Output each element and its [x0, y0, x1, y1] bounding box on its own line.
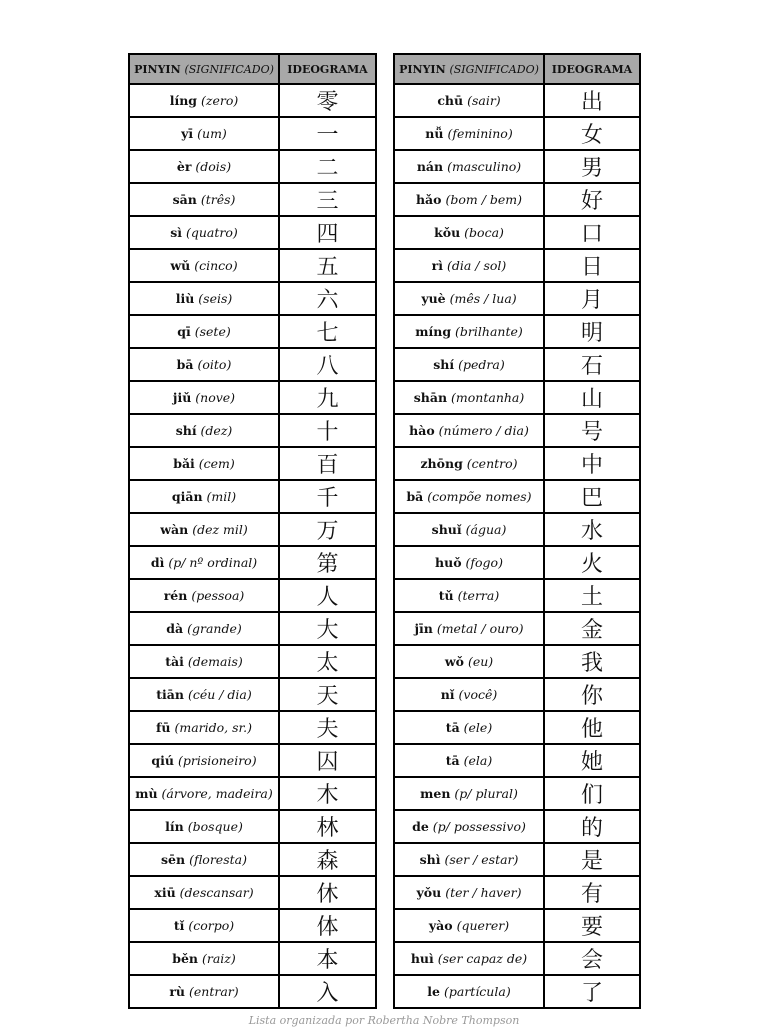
pinyin-cell: [394, 843, 544, 876]
pinyin-text: bǎi: [173, 456, 195, 471]
pinyin-text: shí: [175, 423, 197, 438]
pinyin-cell: [394, 579, 544, 612]
pinyin-text: dà: [166, 621, 184, 636]
meaning-text: (ela): [463, 753, 493, 768]
pinyin-text: tài: [165, 654, 184, 669]
meaning-text: (sete): [194, 324, 231, 339]
ideogram-cell: 九: [279, 381, 376, 414]
pinyin-text: yī: [181, 126, 194, 141]
meaning-text: (pedra): [458, 357, 505, 372]
pinyin-cell: [129, 117, 279, 150]
table-row: [394, 150, 640, 183]
table-row: [129, 150, 376, 183]
ideogram-cell: 我: [544, 645, 640, 678]
pinyin-text: shí: [433, 357, 455, 372]
table-row: [394, 579, 640, 612]
meaning-text: (número / dia): [438, 423, 529, 438]
pinyin-text: tā: [445, 753, 460, 768]
table-row: [129, 744, 376, 777]
header-ideograma: IDEOGRAMA: [544, 54, 640, 84]
pinyin-text: èr: [176, 159, 192, 174]
table-row: [129, 612, 376, 645]
table-header-row: [129, 54, 376, 84]
table-row: [129, 249, 376, 282]
ideogram-cell: 天: [279, 678, 376, 711]
ideogram-cell: 夫: [279, 711, 376, 744]
ideogram-cell: 们: [544, 777, 640, 810]
pinyin-text: sì: [170, 225, 182, 240]
meaning-text: (oito): [197, 357, 232, 372]
pinyin-cell: [394, 975, 544, 1008]
pinyin-cell: [394, 480, 544, 513]
pinyin-text: qī: [177, 324, 191, 339]
table-row: [129, 678, 376, 711]
meaning-text: (sair): [467, 93, 501, 108]
ideogram-cell: 太: [279, 645, 376, 678]
table-row: [394, 348, 640, 381]
table-row: [129, 117, 376, 150]
ideogram-cell: 好: [544, 183, 640, 216]
table-row: [394, 513, 640, 546]
pinyin-cell: [129, 381, 279, 414]
ideogram-cell: 金: [544, 612, 640, 645]
ideogram-cell: 本: [279, 942, 376, 975]
ideogram-cell: 囚: [279, 744, 376, 777]
pinyin-cell: [394, 777, 544, 810]
table-row: [394, 414, 640, 447]
meaning-text: (demais): [187, 654, 243, 669]
ideogram-cell: 二: [279, 150, 376, 183]
table-row: [129, 84, 376, 117]
pinyin-text: rén: [163, 588, 188, 603]
ideogram-cell: 女: [544, 117, 640, 150]
pinyin-cell: [129, 810, 279, 843]
pinyin-cell: [394, 315, 544, 348]
pinyin-cell: [129, 975, 279, 1008]
pinyin-cell: [129, 249, 279, 282]
pinyin-text: liù: [175, 291, 195, 306]
pinyin-text: fū: [156, 720, 171, 735]
pinyin-cell: [129, 348, 279, 381]
ideogram-cell: 号: [544, 414, 640, 447]
table-row: [394, 645, 640, 678]
table-row: [394, 876, 640, 909]
footer-credit: Lista organizada por Robertha Nobre Thompson: [248, 1014, 520, 1027]
ideogram-cell: 他: [544, 711, 640, 744]
pinyin-cell: [129, 183, 279, 216]
pinyin-cell: [394, 612, 544, 645]
table-row: [129, 876, 376, 909]
table-row: [129, 216, 376, 249]
pinyin-text: kǒu: [434, 225, 461, 240]
pinyin-text: rù: [169, 984, 186, 999]
pinyin-cell: [394, 513, 544, 546]
pinyin-cell: [129, 315, 279, 348]
pinyin-text: nán: [416, 159, 444, 174]
pinyin-text: shì: [419, 852, 441, 867]
ideogram-cell: 中: [544, 447, 640, 480]
pinyin-cell: [394, 810, 544, 843]
pinyin-cell: [394, 447, 544, 480]
ideogram-cell: 七: [279, 315, 376, 348]
meaning-text: (quatro): [185, 225, 238, 240]
pinyin-cell: [129, 513, 279, 546]
table-row: [129, 546, 376, 579]
meaning-text: (entrar): [189, 984, 239, 999]
pinyin-text: wǒ: [444, 654, 464, 669]
meaning-text: (marido, sr.): [174, 720, 252, 735]
meaning-text: (brilhante): [455, 324, 523, 339]
ideogram-cell: 十: [279, 414, 376, 447]
table-row: [394, 975, 640, 1008]
table-row: [394, 183, 640, 216]
ideogram-cell: 是: [544, 843, 640, 876]
pinyin-cell: [394, 414, 544, 447]
table-row: [394, 942, 640, 975]
pinyin-cell: [129, 84, 279, 117]
pinyin-cell: [394, 282, 544, 315]
pinyin-cell: [129, 942, 279, 975]
meaning-text: (bosque): [187, 819, 243, 834]
table-row: [394, 909, 640, 942]
table-row: [129, 810, 376, 843]
meaning-text: (cinco): [194, 258, 238, 273]
pinyin-text: de: [412, 819, 429, 834]
meaning-text: (dez): [200, 423, 233, 438]
ideogram-cell: 火: [544, 546, 640, 579]
table-row: [394, 744, 640, 777]
ideogram-cell: 五: [279, 249, 376, 282]
table-row: [129, 843, 376, 876]
meaning-text: (descansar): [179, 885, 254, 900]
meaning-text: (ter / haver): [445, 885, 522, 900]
ideogram-cell: 万: [279, 513, 376, 546]
ideogram-cell: 她: [544, 744, 640, 777]
pinyin-cell: [394, 744, 544, 777]
meaning-text: (dois): [195, 159, 232, 174]
pinyin-cell: [129, 645, 279, 678]
pinyin-text: rì: [431, 258, 444, 273]
meaning-text: (prisioneiro): [177, 753, 257, 768]
table-row: [394, 315, 640, 348]
meaning-text: (montanha): [451, 390, 525, 405]
pinyin-text: bā: [176, 357, 194, 372]
meaning-text: (dia / sol): [447, 258, 507, 273]
pinyin-text: nǚ: [425, 126, 444, 141]
ideogram-cell: 要: [544, 909, 640, 942]
pinyin-text: le: [427, 984, 440, 999]
meaning-text: (metal / ouro): [436, 621, 524, 636]
pinyin-cell: [394, 117, 544, 150]
pinyin-text: shuǐ: [431, 522, 462, 537]
pinyin-text: qiú: [151, 753, 174, 768]
pinyin-cell: [129, 216, 279, 249]
pinyin-text: wǔ: [170, 258, 191, 273]
pinyin-text: shān: [413, 390, 448, 405]
ideogram-cell: 土: [544, 579, 640, 612]
pinyin-text: wàn: [160, 522, 189, 537]
table-row: [129, 777, 376, 810]
table-row: [394, 843, 640, 876]
table-row: [394, 777, 640, 810]
pinyin-text: zhōng: [420, 456, 463, 471]
meaning-text: (seis): [198, 291, 233, 306]
ideogram-cell: 六: [279, 282, 376, 315]
ideogram-cell: 林: [279, 810, 376, 843]
meaning-text: (p/ possessivo): [432, 819, 526, 834]
meaning-text: (feminino): [447, 126, 513, 141]
pinyin-cell: [129, 546, 279, 579]
table-row: [394, 546, 640, 579]
pinyin-text: jiǔ: [172, 390, 192, 405]
pinyin-cell: [394, 645, 544, 678]
ideogram-cell: 百: [279, 447, 376, 480]
table-row: [129, 348, 376, 381]
table-row: [129, 579, 376, 612]
table-row: [394, 249, 640, 282]
ideogram-cell: 会: [544, 942, 640, 975]
pinyin-cell: [129, 579, 279, 612]
meaning-text: (cem): [198, 456, 235, 471]
ideogram-cell: 一: [279, 117, 376, 150]
table-row: [129, 909, 376, 942]
pinyin-cell: [129, 876, 279, 909]
pinyin-cell: [394, 183, 544, 216]
ideogram-cell: 的: [544, 810, 640, 843]
table-row: [129, 282, 376, 315]
table-header-row: [394, 54, 640, 84]
meaning-text: (dez mil): [192, 522, 248, 537]
table-row: [129, 645, 376, 678]
pinyin-text: chū: [437, 93, 464, 108]
ideogram-cell: 零: [279, 84, 376, 117]
meaning-text: (ser capaz de): [437, 951, 528, 966]
meaning-text: (floresta): [189, 852, 247, 867]
ideogram-cell: 三: [279, 183, 376, 216]
ideogram-cell: 水: [544, 513, 640, 546]
pinyin-cell: [129, 843, 279, 876]
pinyin-cell: [129, 678, 279, 711]
table-row: [394, 84, 640, 117]
table-row: [129, 711, 376, 744]
pinyin-text: men: [420, 786, 451, 801]
table-row: [129, 480, 376, 513]
pinyin-cell: [394, 876, 544, 909]
table-row: [394, 480, 640, 513]
header-ideograma: IDEOGRAMA: [279, 54, 376, 84]
pinyin-cell: [394, 348, 544, 381]
pinyin-cell: [394, 84, 544, 117]
meaning-text: (um): [197, 126, 227, 141]
meaning-text: (eu): [467, 654, 494, 669]
pinyin-cell: [394, 150, 544, 183]
ideogram-cell: 入: [279, 975, 376, 1008]
meaning-text: (ele): [463, 720, 493, 735]
pinyin-cell: [129, 447, 279, 480]
meaning-text: (corpo): [188, 918, 235, 933]
table-row: [394, 678, 640, 711]
ideogram-cell: 口: [544, 216, 640, 249]
ideogram-cell: 休: [279, 876, 376, 909]
meaning-text: (p/ nº ordinal): [168, 555, 258, 570]
header-pinyin: PINYIN (SIGNIFICADO): [129, 54, 279, 84]
pinyin-text: běn: [172, 951, 199, 966]
pinyin-text: yào: [428, 918, 453, 933]
pinyin-text: yǒu: [416, 885, 442, 900]
ideogram-cell: 山: [544, 381, 640, 414]
pinyin-cell: [394, 711, 544, 744]
pinyin-text: huì: [410, 951, 434, 966]
pinyin-text: huǒ: [435, 555, 462, 570]
pinyin-cell: [129, 777, 279, 810]
vocab-table-left: [128, 53, 377, 1009]
ideogram-cell: 月: [544, 282, 640, 315]
ideogram-cell: 男: [544, 150, 640, 183]
meaning-text: (centro): [466, 456, 518, 471]
meaning-text: (p/ plural): [454, 786, 518, 801]
ideogram-cell: 人: [279, 579, 376, 612]
meaning-text: (zero): [201, 93, 239, 108]
pinyin-text: sān: [172, 192, 197, 207]
pinyin-text: tǐ: [173, 918, 185, 933]
pinyin-cell: [129, 612, 279, 645]
ideogram-cell: 明: [544, 315, 640, 348]
ideogram-cell: 体: [279, 909, 376, 942]
meaning-text: (mil): [206, 489, 237, 504]
pinyin-text: jīn: [414, 621, 433, 636]
header-pinyin: PINYIN (SIGNIFICADO): [394, 54, 544, 84]
pinyin-cell: [394, 216, 544, 249]
pinyin-text: tiān: [156, 687, 184, 702]
ideogram-cell: 大: [279, 612, 376, 645]
meaning-text: (grande): [187, 621, 242, 636]
table-row: [394, 447, 640, 480]
table-row: [394, 216, 640, 249]
table-row: [394, 381, 640, 414]
meaning-text: (partícula): [443, 984, 511, 999]
pinyin-cell: [129, 744, 279, 777]
pinyin-cell: [394, 678, 544, 711]
pinyin-text: sēn: [161, 852, 186, 867]
meaning-text: (pessoa): [191, 588, 245, 603]
table-row: [129, 414, 376, 447]
ideogram-cell: 木: [279, 777, 376, 810]
meaning-text: (ser / estar): [444, 852, 519, 867]
pinyin-text: qiān: [171, 489, 203, 504]
pinyin-text: hào: [409, 423, 435, 438]
table-row: [394, 282, 640, 315]
pinyin-cell: [129, 282, 279, 315]
meaning-text: (terra): [457, 588, 500, 603]
meaning-text: (raiz): [202, 951, 236, 966]
vocab-table-right: [393, 53, 641, 1009]
pinyin-text: nǐ: [440, 687, 455, 702]
pinyin-cell: [394, 546, 544, 579]
meaning-text: (compõe nomes): [427, 489, 532, 504]
pinyin-cell: [129, 414, 279, 447]
meaning-text: (bom / bem): [445, 192, 523, 207]
table-row: [129, 942, 376, 975]
pinyin-cell: [394, 381, 544, 414]
pinyin-cell: [129, 150, 279, 183]
meaning-text: (você): [458, 687, 498, 702]
table-row: [129, 975, 376, 1008]
table-row: [394, 711, 640, 744]
ideogram-cell: 森: [279, 843, 376, 876]
pinyin-text: tǔ: [438, 588, 454, 603]
table-row: [129, 513, 376, 546]
ideogram-cell: 日: [544, 249, 640, 282]
ideogram-cell: 了: [544, 975, 640, 1008]
meaning-text: (masculino): [447, 159, 522, 174]
ideogram-cell: 巴: [544, 480, 640, 513]
pinyin-text: líng: [169, 93, 198, 108]
table-row: [129, 183, 376, 216]
pinyin-text: lín: [165, 819, 184, 834]
table-row: [129, 381, 376, 414]
pinyin-cell: [394, 909, 544, 942]
ideogram-cell: 石: [544, 348, 640, 381]
meaning-text: (fogo): [465, 555, 503, 570]
table-row: [394, 810, 640, 843]
pinyin-cell: [394, 942, 544, 975]
pinyin-cell: [129, 711, 279, 744]
table-row: [129, 447, 376, 480]
pinyin-text: bā: [406, 489, 424, 504]
pinyin-text: tā: [445, 720, 460, 735]
meaning-text: (querer): [456, 918, 510, 933]
ideogram-cell: 八: [279, 348, 376, 381]
pinyin-cell: [129, 480, 279, 513]
ideogram-cell: 出: [544, 84, 640, 117]
table-row: [394, 612, 640, 645]
pinyin-text: míng: [415, 324, 452, 339]
meaning-text: (água): [465, 522, 507, 537]
table-row: [129, 315, 376, 348]
pinyin-text: yuè: [421, 291, 446, 306]
pinyin-text: xiū: [154, 885, 176, 900]
ideogram-cell: 你: [544, 678, 640, 711]
meaning-text: (nove): [195, 390, 236, 405]
pinyin-text: mù: [135, 786, 158, 801]
meaning-text: (céu / dia): [187, 687, 252, 702]
meaning-text: (árvore, madeira): [161, 786, 273, 801]
pinyin-text: hǎo: [415, 192, 442, 207]
ideogram-cell: 千: [279, 480, 376, 513]
meaning-text: (três): [200, 192, 236, 207]
ideogram-cell: 四: [279, 216, 376, 249]
meaning-text: (boca): [464, 225, 504, 240]
ideogram-cell: 第: [279, 546, 376, 579]
ideogram-cell: 有: [544, 876, 640, 909]
table-row: [394, 117, 640, 150]
meaning-text: (mês / lua): [449, 291, 517, 306]
pinyin-text: dì: [150, 555, 165, 570]
pinyin-cell: [129, 909, 279, 942]
pinyin-cell: [394, 249, 544, 282]
